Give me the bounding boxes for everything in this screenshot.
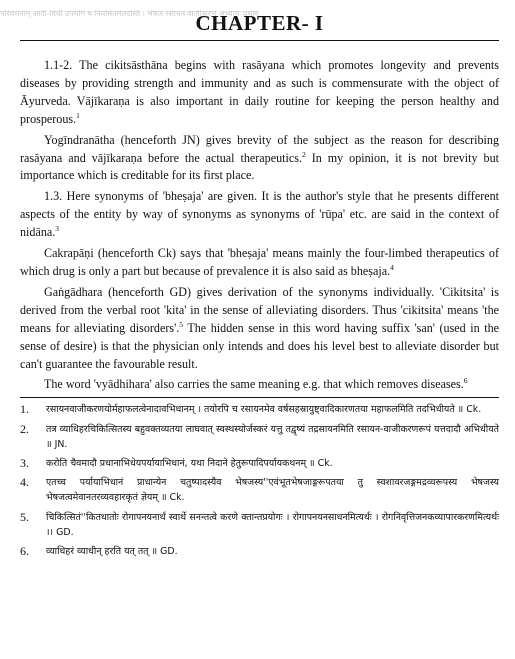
paragraph bbox=[20, 188, 499, 242]
main-text bbox=[20, 57, 499, 394]
footnote-ref: 5 bbox=[179, 319, 184, 329]
footnote bbox=[20, 456, 499, 471]
footnotes bbox=[20, 402, 499, 559]
footnote-ref: 6 bbox=[463, 376, 468, 386]
footnote-number: 2. bbox=[20, 421, 29, 436]
paragraph-text: Yogīndranātha (henceforth JN) gives brevity of the subject as the reason for describing rasāyana and vājīkaraṇa before the actual therapeutics. bbox=[20, 132, 499, 165]
paragraph-text: Cakrapāṇi (henceforth Ck) says that 'bheṣaja' means mainly the four-limbed therapeutics of which drug is only a part but because of prevalence it is also said as bheṣaja. bbox=[20, 246, 499, 278]
paragraph bbox=[20, 132, 499, 186]
footnote bbox=[20, 510, 499, 540]
footnote-text: व्याधिहरं व्याधीन् हरति यत् तत् ॥ GD. bbox=[46, 545, 178, 557]
footnote-number: 4. bbox=[20, 475, 29, 490]
footnote bbox=[20, 475, 499, 505]
book-page bbox=[0, 10, 515, 659]
paragraph-text-tail: In my opinion, it is not brevity but importance which is creditable for its first place. bbox=[20, 150, 499, 183]
paragraph-text: 1.3. Here synonyms of 'bheṣaja' are given. It is the author's style that he presents different aspects of the entity by way of synonyms as synonyms of 'rūpa' etc. are said in the context of nidāna. bbox=[20, 189, 499, 240]
paragraph bbox=[20, 245, 499, 281]
footnote-ref: 2 bbox=[301, 149, 306, 159]
footnote-text: तत्र व्याधिहरचिकित्सितस्य बहुवक्तव्यतया लाघवात् स्वस्थस्योर्जस्करं यत्तु तद्वृष्यं तद्रसायनमिति रसायन-वाजीकरणरूपं यत्तदादौ अभिधीयते ॥ JN. bbox=[46, 423, 499, 450]
footnote-text: एतच्च पर्यायाभिधानं प्राधान्येन चतुष्पादस्यैव भेषजस्य''एवंभूतभेषजाङ्गरूपतया तु स्वशावरजङ्गमद्रव्यरूपस्य भेषजस्य भेषजत्वमेवानतरव्यवहारकृतं ज्ञेयम् ॥ Ck. bbox=[46, 477, 499, 504]
footnote bbox=[20, 422, 499, 452]
footnote-number: 6. bbox=[20, 543, 29, 558]
paragraph bbox=[20, 57, 499, 129]
paragraph-text-tail: The hidden sense in this word having suffix 'san' (used in the sense of desire) is that the physician only intends and does his level best to alleviate disorder but can't guarantee the favourable result. bbox=[20, 320, 499, 371]
paragraph bbox=[20, 376, 499, 394]
footnote-ref: 4 bbox=[390, 262, 394, 272]
paragraph bbox=[20, 284, 499, 374]
footnote-rule bbox=[20, 397, 499, 398]
heading-rule bbox=[20, 40, 499, 41]
paragraph-text: 1.1-2. The cikitsāsthāna begins with rasāyana which promotes longevity and prevents diseases by providing strength and immunity and as such is commensurate with the object of Āyurveda. Vājīkaraṇa is also important in daily routine for keeping the person healthy and prosperous. bbox=[20, 58, 499, 126]
footnote-number: 5. bbox=[20, 509, 29, 524]
footnote-number: 3. bbox=[20, 455, 29, 470]
chapter-heading: CHAPTER- I bbox=[195, 11, 324, 35]
paragraph-text: Gaṅgādhara (henceforth GD) gives derivation of the synonyms individually. 'Cikitsita' is derived from the verbal root 'kita' in the sense of alleviating disorders. Thus 'cikitsita' means 'the means for alleviating disorders'. bbox=[20, 284, 499, 335]
previous-page-bleed-through: परिवर्धनान् आदी-विधीं उपयोगं च नियमितमेतदस्ति । भेषजं रसायनं वाजीकरणं अध्यायः प्रथमः bbox=[0, 10, 259, 18]
footnote bbox=[20, 402, 499, 417]
footnote-text: चिकित्सितं''कितधातोः रोगापनयनार्थं स्वार्थे सनन्तत्वे करणे क्तान्तप्रयोगः । रोगापनयनसाधनमित्यर्थः । रोगनिवृत्तिजनकव्यापारकरणमित्यर्थः ।। GD. bbox=[46, 511, 499, 538]
footnote-number: 1. bbox=[20, 402, 29, 417]
footnote-ref: 3 bbox=[55, 224, 60, 234]
footnote-text: रसायनवाजीकरणयोर्महाफलत्वेनादावभिधानम् । तयोरपि च रसायनमेव वर्षसहस्रायुष्ट्वादिकारणतया महाफलमिति तदभिधीयते ॥ Ck. bbox=[46, 404, 482, 416]
footnote-ref: 1 bbox=[76, 110, 80, 120]
footnote-text: करोति चैवमादौ प्रधानाभिधेयपर्यायाभिधानं, यथा निदाने हेतुरूपादिपर्यायकथनम् ॥ Ck. bbox=[46, 457, 333, 469]
footnote bbox=[20, 544, 499, 559]
paragraph-text: The word 'vyādhihara' also carries the same meaning e.g. that which removes diseases. bbox=[44, 377, 464, 392]
